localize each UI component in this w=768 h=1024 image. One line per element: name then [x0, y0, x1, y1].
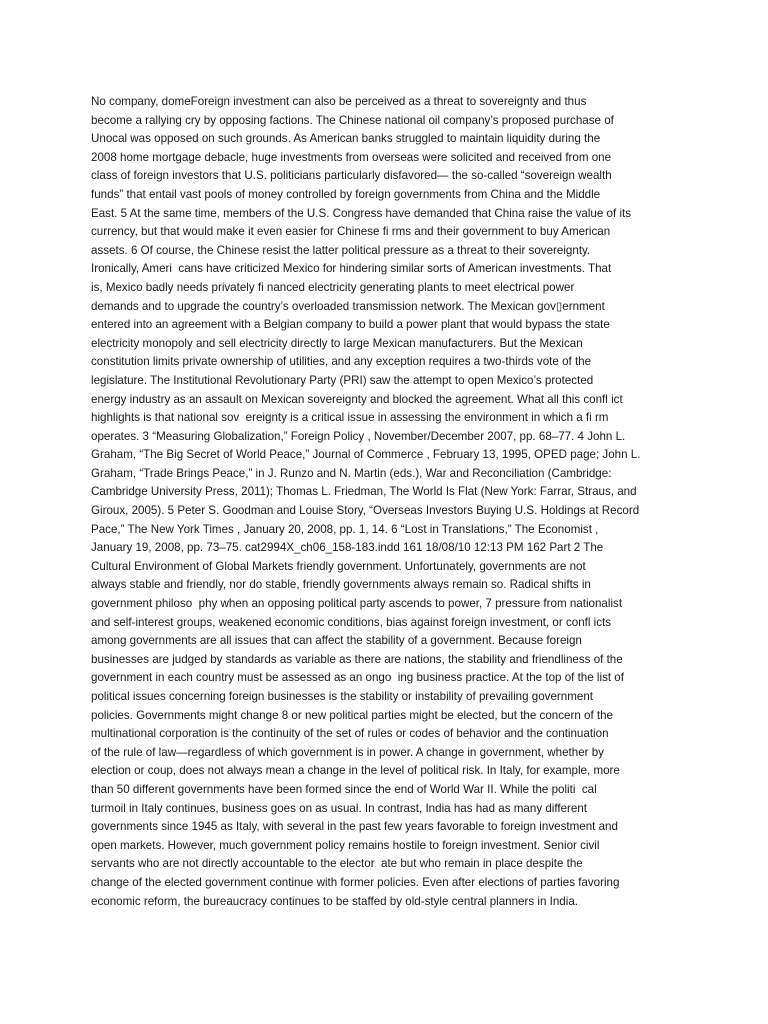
text-line: energy industry as an assault on Mexican sovereignty and blocked the agreement. What all this confl ict [91, 392, 623, 406]
text-line: entered into an agreement with a Belgian company to build a power plant that would bypass the state [91, 318, 610, 332]
text-line: legislature. The Institutional Revolutionary Party (PRI) saw the attempt to open Mexico’s protected [91, 373, 594, 387]
text-line: than 50 different governments have been formed since the end of World War II. While the politi cal [91, 782, 597, 796]
text-line: Graham, “Trade Brings Peace,” in J. Runzo and N. Martin (eds.), War and Reconciliation (Cambridge: [91, 466, 612, 480]
text-line: Graham, “The Big Secret of World Peace,” Journal of Commerce , February 13, 1995, OPED page; John L. [91, 448, 641, 462]
text-line: Ironically, Ameri cans have criticized Mexico for hindering similar sorts of American investments. That [91, 262, 612, 276]
text-line: operates. 3 “Measuring Globalization,” Foreign Policy , November/December 2007, pp. 68–77. 4 John L. [91, 429, 626, 443]
text-line: multinational corporation is the continuity of the set of rules or codes of behavior and the continuation [91, 727, 609, 741]
text-line: servants who are not directly accountable to the elector ate but who remain in place despite the [91, 857, 583, 871]
text-line: and self-interest groups, weakened economic conditions, bias against foreign investment, or confl icts [91, 615, 612, 629]
text-line: East. 5 At the same time, members of the U.S. Congress have demanded that China raise the value of its [91, 206, 632, 220]
text-line: Pace,” The New York Times , January 20, 2008, pp. 1, 14. 6 “Lost in Translations,” The Economist , [91, 522, 599, 536]
text-line: change of the elected government continue with former policies. Even after elections of parties favoring [91, 875, 620, 889]
text-line: constitution limits private ownership of utilities, and any exception requires a two-thirds vote of the [91, 355, 592, 369]
text-line: assets. 6 Of course, the Chinese resist the latter political pressure as a threat to their sovereignty. [91, 243, 591, 257]
text-line: government in each country must be assessed as an ongo ing business practice. At the top of the list of [91, 671, 624, 685]
body-text [91, 93, 681, 911]
text-line: governments since 1945 as Italy, with several in the past few years favorable to foreign investment and [91, 820, 618, 834]
text-line: is, Mexico badly needs privately fi nanced electricity generating plants to meet electrical power [91, 280, 575, 294]
text-line: demands and to upgrade the country’s overloaded transmission network. The Mexican gov▯ernment [91, 299, 605, 313]
text-line: political issues concerning foreign businesses is the stability or instability of prevailing government [91, 690, 594, 703]
text-line: of the rule of law—regardless of which government is in power. A change in government, whether by [91, 745, 604, 759]
text-line: turmoil in Italy continues, business goes on as usual. In contrast, India has had as many different [91, 801, 588, 815]
text-line: electricity monopoly and sell electricity directly to large Mexican manufacturers. But the Mexican [91, 336, 583, 350]
text-line: January 19, 2008, pp. 73–75. cat2994X_ch06_158-183.indd 161 18/08/10 12:13 PM 162 Part 2 The [91, 541, 604, 555]
text-line: become a rallying cry by opposing factions. The Chinese national oil company’s proposed purchase of [91, 113, 614, 127]
text-line: economic reform, the bureaucracy continues to be staffed by old-style central planners in India. [91, 894, 578, 908]
text-line: always stable and friendly, nor do stable, friendly governments always remain so. Radical shifts in [91, 578, 591, 592]
text-line: Cultural Environment of Global Markets friendly government. Unfortunately, governments are not [91, 559, 586, 573]
text-line: No company, domeForeign investment can also be perceived as a threat to sovereignty and thus [91, 95, 587, 108]
text-line: businesses are judged by standards as variable as there are nations, the stability and friendliness of the [91, 652, 623, 666]
text-line: election or coup, does not always mean a change in the level of political risk. In Italy, for example, more [91, 764, 620, 778]
text-line: highlights is that national sov ereignty is a critical issue in assessing the environment in which a fi rm [91, 411, 609, 425]
text-line: among governments are all issues that can affect the stability of a government. Because foreign [91, 634, 582, 648]
text-line: open markets. However, much government policy remains hostile to foreign investment. Senior civil [91, 838, 600, 852]
text-line: Cambridge University Press, 2011); Thomas L. Friedman, The World Is Flat (New York: Farrar, Straus, and [91, 485, 637, 499]
text-line: class of foreign investors that U.S. politicians particularly disfavored— the so-called “sovereign wealth [91, 169, 612, 183]
text-line: Giroux, 2005). 5 Peter S. Goodman and Louise Story, “Overseas Investors Buying U.S. Holdings at Record [91, 504, 640, 518]
text-line: government philoso phy when an opposing political party ascends to power, 7 pressure from nationalist [91, 597, 623, 611]
text-line: policies. Governments might change 8 or new political parties might be elected, but the concern of the [91, 708, 614, 722]
text-line: 2008 home mortgage debacle, huge investments from overseas were solicited and received from one [91, 150, 612, 164]
text-line: funds” that entail vast pools of money controlled by foreign governments from China and the Middle [91, 187, 601, 201]
text-line: currency, but that would make it even easier for Chinese fi rms and their government to buy American [91, 225, 611, 239]
text-line: Unocal was opposed on such grounds. As American banks struggled to maintain liquidity during the [91, 132, 601, 146]
